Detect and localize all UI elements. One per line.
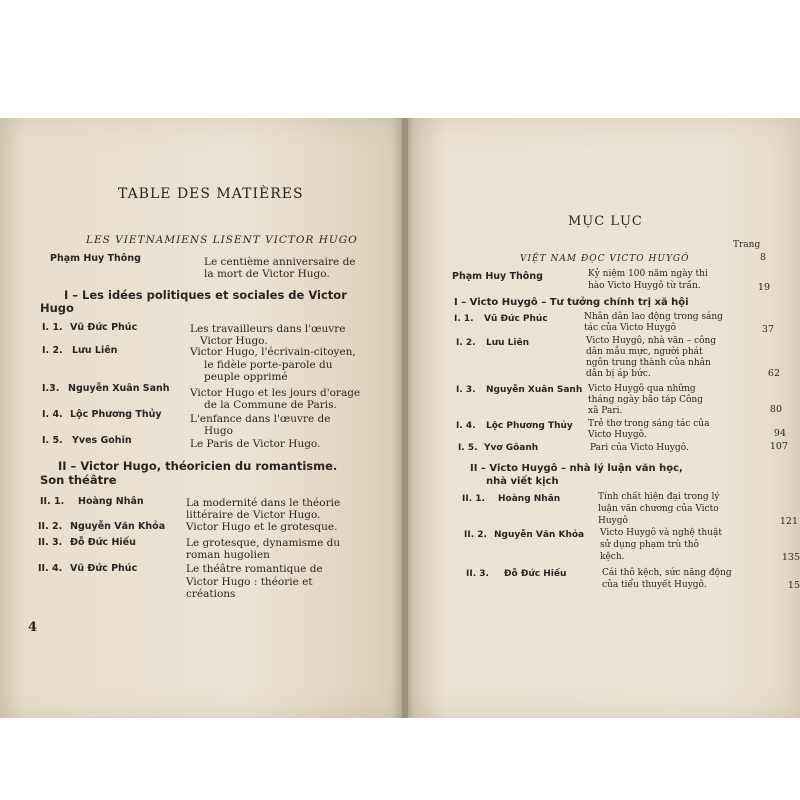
toc-author: Vũ Đức Phúc: [70, 322, 138, 333]
part-heading: Son théâtre: [40, 473, 117, 487]
toc-title-line: tác của Victo Huygô: [584, 323, 677, 333]
right-page: [406, 118, 800, 718]
toc-code: I. 3.: [456, 385, 476, 395]
toc-code: I. 5.: [42, 435, 63, 446]
toc-author: Đỗ Đức Hiếu: [70, 537, 136, 548]
page-ref: 19: [757, 282, 770, 293]
book-gutter: [402, 118, 408, 718]
toc-title-line: Victo Huygô.: [588, 430, 647, 440]
page-title: MỤC LỤC: [568, 214, 643, 229]
part-heading: II – Victo Huygô – nhà lý luận văn học,: [470, 463, 683, 474]
toc-code: I.3.: [42, 383, 60, 394]
toc-author: Đỗ Đức Hiếu: [504, 569, 567, 579]
page-ref: 107: [769, 441, 788, 452]
toc-code: II. 2.: [38, 521, 63, 532]
toc-title-line: dân bị áp bức.: [586, 369, 651, 379]
toc-title-line: Victor Hugo.: [200, 335, 268, 347]
toc-code: I. 5.: [458, 443, 478, 453]
toc-author: Lưu Liên: [486, 338, 530, 348]
toc-code: I. 1.: [454, 314, 474, 324]
toc-author: Nguyễn Xuân Sanh: [68, 383, 170, 394]
toc-title-line: peuple opprimé: [204, 371, 288, 383]
toc-code: II. 4.: [38, 563, 63, 574]
toc-title-line: Le centième anniversaire de: [204, 256, 356, 268]
toc-title-line: L'enfance dans l'œuvre de: [190, 413, 331, 425]
toc-title-line: créations: [186, 588, 236, 600]
toc-title-line: littéraire de Victor Hugo.: [186, 509, 321, 521]
toc-code: II. 3.: [38, 537, 63, 548]
toc-title-line: hào Victo Huygô từ trần.: [588, 281, 701, 291]
page-ref: 80: [769, 404, 782, 415]
page-ref: 37: [761, 324, 774, 335]
toc-code: I. 2.: [456, 338, 476, 348]
toc-title-line: Victo Huygô và nghệ thuật: [600, 528, 722, 538]
toc-author: Nguyễn Văn Khỏa: [70, 521, 166, 532]
toc-code: II. 1.: [462, 494, 485, 504]
toc-title-line: de la Commune de Paris.: [204, 399, 337, 411]
toc-title-line: xã Pari.: [588, 406, 623, 416]
page-ref: 62: [767, 368, 780, 379]
toc-author: Vũ Đức Phúc: [70, 563, 138, 574]
toc-title-line: tháng ngày bão táp Công: [588, 395, 703, 405]
toc-author: Phạm Huy Thông: [452, 271, 543, 282]
toc-title-line: Cái thô kệch, sức năng động: [602, 568, 732, 578]
toc-title-line: dân mẫu mực, người phát: [586, 347, 703, 357]
page-ref: 135: [781, 552, 800, 563]
part-heading: Hugo: [40, 301, 74, 315]
toc-title-line: Victor Hugo et le grotesque.: [186, 521, 338, 533]
toc-author: Lộc Phương Thủy: [70, 409, 162, 420]
page-column-label: Trang: [733, 240, 761, 250]
toc-author: Lộc Phương Thủy: [486, 421, 573, 431]
toc-code: II. 1.: [40, 496, 65, 507]
page-ref: 15: [787, 580, 800, 591]
toc-author: Lưu Liên: [72, 345, 118, 356]
toc-title-line: Tính chất hiện đại trong lý: [598, 492, 720, 502]
toc-title-line: le fidèle porte-parole du: [204, 359, 333, 371]
page-ref: 94: [773, 428, 786, 439]
part-heading: II – Victor Hugo, théoricien du romantisme.: [58, 459, 338, 473]
toc-title-line: la mort de Victor Hugo.: [204, 268, 330, 280]
page-ref: 8: [759, 252, 766, 263]
toc-title-line: Victo Huygô, nhà văn – công: [586, 336, 717, 346]
toc-title-line: của tiểu thuyết Huygô.: [602, 580, 707, 590]
part-heading: I – Victo Huygô – Tư tưởng chính trị xã hội: [454, 297, 689, 308]
section-heading: VIỆT NAM ĐỌC VICTO HUYGÔ: [520, 254, 690, 264]
toc-title-line: Huygô: [598, 516, 628, 526]
toc-title-line: ngôn trung thành của nhân: [586, 358, 711, 368]
toc-title-line: Trẻ thơ trong sáng tác của: [588, 419, 710, 429]
toc-author: Hoàng Nhân: [78, 496, 144, 507]
page-ref: 121: [779, 516, 798, 527]
toc-title-line: Le théâtre romantique de: [186, 563, 323, 575]
toc-title-line: Victor Hugo : théorie et: [186, 576, 313, 588]
toc-author: Phạm Huy Thông: [50, 253, 141, 264]
toc-author: Vũ Đức Phúc: [484, 314, 548, 324]
toc-title-line: Victor Hugo et les jours d'orage: [190, 387, 361, 399]
toc-author: Yves Gohin: [72, 435, 132, 446]
toc-code: I. 1.: [42, 322, 63, 333]
toc-code: I. 2.: [42, 345, 63, 356]
toc-title-line: Kỷ niệm 100 năm ngày thi: [588, 269, 708, 279]
toc-author: Hoàng Nhân: [498, 494, 561, 504]
toc-code: I. 4.: [456, 421, 476, 431]
toc-title-line: luận văn chương của Victo: [598, 504, 719, 514]
section-heading: LES VIETNAMIENS LISENT VICTOR HUGO: [86, 234, 358, 246]
toc-author: Yvơ Gôanh: [484, 443, 539, 453]
toc-title-line: La modernité dans le théorie: [186, 497, 341, 509]
toc-title-line: kệch.: [600, 552, 625, 562]
part-heading: nhà viết kịch: [486, 476, 559, 487]
toc-title-line: Le Paris de Victor Hugo.: [190, 438, 321, 450]
toc-title-line: Les travailleurs dans l'œuvre: [190, 323, 346, 335]
toc-title-line: roman hugolien: [186, 549, 270, 561]
toc-code: II. 3.: [466, 569, 489, 579]
toc-code: I. 4.: [42, 409, 63, 420]
toc-title-line: Victo Huygô qua những: [588, 384, 696, 394]
toc-title-line: Victor Hugo, l'écrivain-citoyen,: [190, 346, 356, 358]
part-heading: I – Les idées politiques et sociales de Victor: [64, 288, 347, 302]
page-number: 4: [28, 620, 38, 635]
toc-title-line: Le grotesque, dynamisme du: [186, 537, 341, 549]
toc-title-line: sử dụng phạm trù thô: [600, 540, 699, 550]
toc-title-line: Hugo: [204, 425, 233, 437]
toc-author: Nguyễn Xuân Sanh: [486, 385, 583, 395]
toc-title-line: Nhân dân lao động trong sáng: [584, 312, 723, 322]
toc-author: Nguyễn Văn Khỏa: [494, 530, 585, 540]
page-title: TABLE DES MATIÈRES: [118, 186, 304, 202]
toc-code: II. 2.: [464, 530, 487, 540]
toc-title-line: Pari của Victo Huygô.: [590, 443, 689, 453]
